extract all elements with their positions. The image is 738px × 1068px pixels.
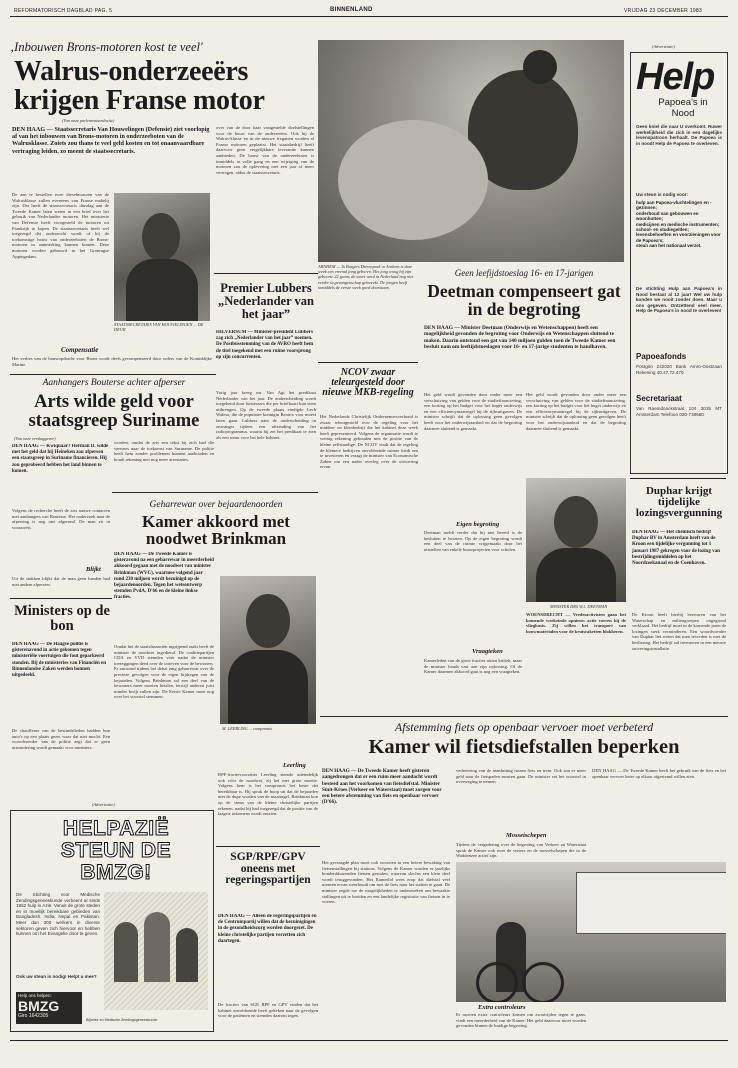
walrus-body: De aan te bestellen twee dieselmotoren van de Walrusklasse zullen eveneens van Franse makelij zijn. Dat heeft de staatssecretaris dinsdag aan de Tweede Kamer laten weten in een brief over het gebruik van Nederlandse motoren. Het ministerie van Defensie heeft voorgesteld de motoren uit Frankrijk te kopen. De staatssecretaris heeft wel toegezegd dat onderzocht wordt of bij de toekomstige bouw van onderzeeboten de Brons-motoren in aanmerking kunnen komen. Deze motoren worden gebouwd in het Groningse Appingedam. — [12, 192, 109, 259]
fietsen-body: Het gevraagde plan moet ook voorzien in een betere bewaking van fietsenstallingen bij stations. Volgens de Kamer worden er jaarlijks honderdduizenden fietsen gestolen, waarvan slechts een klein deel wordt teruggevonden. Het Kamerlid wees erop dat diefstal veel mensen ervan weerhoudt om met de fiets naar het station te gaan. De minister zegde toe de mogelijkheden te onderzoeken om bewaakte stallingen uit te breiden en een landelijke registratie van fietsen in te voeren. — [322, 860, 450, 905]
bmzg-logo-top: Help ons helpen: — [18, 993, 52, 998]
bouterse-byline: (Van onze verslaggever) — [14, 436, 56, 441]
bird-photo — [318, 40, 624, 262]
fietsen-lead: DEN HAAG — De Tweede Kamer heeft gisteren aangedrongen dat er een ruim meer aandacht wordt besteed aan het voorkomen van fietsdiefstal. Minister Smit-Kroes (Verkeer en Waterstaat) moet zorgen voor een betere afstemming van fiets en openbaar vervoer (D'66). — [322, 768, 442, 806]
walrus-lead: DEN HAAG — Staatssecretaris Van Houwelingen (Defensie) ziet voorlopig af van het inbouwen van Brons-motoren in onderzeeboten van de Walrusklasse. Zoiets zou thans te veel geld kosten en tot onaanvaardbare vertraging leiden, zo meent de staatssecretaris. — [12, 126, 210, 155]
help-list-item: hulp aan Papoea-vluchtelingen en -gezinnen; — [636, 200, 712, 211]
page-label: REFORMATORISCH DAGBLAD PAG. 5 — [14, 8, 113, 14]
help-list-item: onderhoud van gebouwen en woonhutten; — [636, 210, 699, 222]
deetman-subhead: Eigen begroting — [456, 521, 500, 528]
help-closing: De stichting Hulp aan Papoea's in Nood bestaat al 12 jaar! Wel uw hulp konden we nooit zonder doen. Maar u ons gegeven. Ontzettend veel meer. Help de Papoea's in nood te overleven! — [636, 286, 722, 314]
bird-caption: ARNHEM — In Burgers Dierenpark in Arnhem is deze week een vreemd jong geboren. Het jong woog bij zijn geboorte 22 gram; de soort werd in Nederland nog niet eerder in gevangenschap gekweekt. De jongen heeft inmiddels de eerste week goed doorstaan. — [318, 264, 414, 290]
walrus-column: over van de door haar vastgestelde doelstellingen voor de bouw van de onderzeeërs. Ook bij de Walrus-klasse en in de nieuwe fregatten worden al Franse motoren geplaatst. Het staatsbedrijf heeft daarvoor geen vergelijkbare leverantie kunnen aanbieden. De bouw van de onderzeeboten is inmiddels in volle gang en een wijziging van de motoren zou de oplevering met een jaar of meer vertragen, aldus de staatssecretaris. — [216, 125, 314, 175]
bouterse-body2: Uit de stukken blijkt dat de man geen banden had met andere afpersers. — [12, 576, 110, 587]
houwelingen-photo — [114, 193, 210, 321]
bmzg-footer: Bijbelse en Medische Zendingsgeneeskunde — [86, 1018, 158, 1022]
bouterse-kicker: Aanhangers Bouterse achter afperser — [42, 378, 186, 388]
bmzg-ad-label: (Advertentie) — [92, 802, 115, 807]
duphar-bottom: DEN HAAG — De Tweede Kamer heeft het gebruik van de fiets en het openbaar vervoer beter op elkaar afgestemd willen zien. — [592, 768, 726, 779]
bmzg-headline: HELPAZIË STEUN DE BMZG! — [60, 817, 172, 884]
deetman-body2: Deetman meldt verder dat hij niet bereid is de besluiten te herzien. Op de eigen begroting wordt een deel van de ruimte vrijgemaakt door het uitstellen van enkele bouwprojecten voor scholen. — [424, 530, 522, 552]
deetman-headline: Deetman compenseert gat in de begroting — [427, 281, 621, 319]
ncov-rule — [318, 362, 418, 363]
bmzg-logo-box — [16, 992, 82, 1024]
fietsen-body3: Er moeten extra controleurs komen om zwartrijden tegen te gaan, vindt een meerderheid van de Kamer. Het geld daarvoor moet worden gevonden binnen de huidige begroting. — [456, 1012, 586, 1029]
section-label: BINNENLAND — [330, 7, 373, 13]
deetman-body: Het geld wordt gevonden door onder meer een verschuiving van gelden voor de studiefinanciering, een korting op het budget voor het hoger onderwijs en een efficiencymaatregel bij de rijksuitgaven. De minister schrijft dat de oplossing geen gevolgen heeft voor het onderwijsaanbod en dat de begroting daarmee sluitend is gemaakt. — [424, 392, 522, 431]
vraagteken-subhead: Vraagteken — [472, 648, 503, 655]
bmzg-giro: Giro 1642305 — [18, 1013, 49, 1019]
bmzg-logo: BMZG — [18, 998, 60, 1014]
ministers-lead: DEN HAAG — De Haagse politie is gisterenavond in actie gekomen tegen ministeriële voertuigen die fout geparkeerd stonden. Bij de ministeries van Financiën en Binnenlandse Zaken werden bonnen uitgedeeld. — [12, 642, 107, 679]
fietsen-column: verbetering van de aansluiting tussen fiets en trein. Ook zou er meer geld naar de fietspaden moeten gaan. De minister zei het voorstel in overweging te nemen. — [456, 768, 586, 785]
bmzg-body: De Stichting voor Medische Zendingsgeneeskunde verbeent al sinds 1952 hulp in Azië. Vanuit de grote steden en in moeilijk bereikbare gebieden van Bangladesh, India, Nepal en Pakistan. Meer dan 300 werkers in diverse sektoren geven zich hiervoor en hebben kunnen om het Evangelie door te geven. — [16, 892, 100, 937]
help-body: Geen kniel die naar U overkomt. Ruwer werkelijkheid die zich in een dagelijks levenspatroon herhaalt. De Papoea is in nood! Help de Papoea te overleven. — [636, 124, 722, 146]
help-section1-body: Postgiro 242020 Bank Amro-Oostzaan Rekening 40.47.72.470 — [636, 364, 722, 375]
help-list — [636, 200, 722, 249]
help-ad-label: (Advertentie) — [652, 44, 675, 49]
walrus-byline: (Van onze parlementsredactie) — [62, 118, 115, 123]
brinkman-lead: DEN HAAG — De Tweede Kamer is gisteravond na een geharrewar in meerderheid akkoord gegaan met de noodwet van minister Brinkman (WVC), waarmee volgend jaar rond 230 miljoen wordt bezuinigd op de bejaardenoorden. Tegen het wetsontwerp stemden PvdA, D'66 en de kleine linkse fracties. — [114, 552, 214, 601]
ministers-headline: Ministers op de bon — [14, 603, 110, 634]
help-section1-title: Papoeafonds — [636, 352, 687, 361]
leerling-body: RPF-fractievoorzitter Leerling stemde uiteindelijk ook vóór de noodwet, zij het met grote moeite. Volgens hem is het compromis het beste dat bereikbaar is. Hij sprak de hoop uit dat de bejaarden niet de dupe worden van de maatregel. Brinkman kon op de steun van de kleine christelijke partijen rekenen, nadat hij had toegezegd dat de positie van de laagste inkomens wordt ontzien. — [218, 772, 318, 817]
duphar-rule — [630, 478, 726, 479]
sgp-rule — [216, 846, 320, 847]
extra-controleurs-subhead: Extra controleurs — [478, 1004, 526, 1011]
brinkman-body: Omdat het de staatsfinanciën ingrijpend raakt heeft de minister de noodwet ingediend. De coalitiepartijen CDA en VVD stemden vóór nadat de minister toezeggingen deed over de tarieven voor de bewoners. Er ontstond tijdens het debat enig geharrewar over de precieze gevolgen voor de eigen bijdragen van de bejaarden. Volgens Brinkman zal een deel van de bewoners meer moeten betalen, terwijl anderen juist minder kwijt zullen zijn. De Eerste Kamer moet nog over het voorstel stemmen. — [114, 644, 214, 700]
sgp-body: De fracties van SGP, RPF en GPV vinden dat het kabinet onvoldoende heeft gekeken naar de gevolgen voor de patiënten en stemden daarom tegen. — [218, 1002, 318, 1019]
leerling-caption: M. LEERLING ... compromis — [222, 726, 273, 731]
help-section2-body: Van Raemdonckstraat 104 3015 MT Amsterdam Telefoon 020-738680 — [636, 406, 722, 417]
bouterse-body: Volgens de recherche heeft de arts nauwe contacten met aanhangers van Bouterse. Het onderzoek naar de afpersing is nog niet afgerond. De man zit in voorarrest. — [12, 508, 110, 530]
ministers-rule — [10, 598, 112, 599]
brinkman-headline: Kamer akkoord met noodwet Brinkman — [142, 512, 290, 549]
walrus-subhead: Compensatie — [61, 346, 99, 354]
help-list-intro: Uw steun is nodig voor: — [636, 192, 689, 197]
fietsen-kicker: Afstemming fiets op openbaar vervoer moet verbeterd — [394, 720, 654, 734]
bouterse-column: worden, omdat de arts een tekst bij zich had die verwees naar de toekomst van Suriname. De politie heeft hem zonder problemen kunnen aanhouden en houdt rekening met nog meer arrestaties. — [114, 440, 214, 462]
deetman-caption: MINISTER DRS W.J. DEETMAN — [550, 604, 608, 609]
fietsen-body2: Tijdens de vergadering over de begroting van Verkeer en Waterstaat sprak de Kamer ook over de vissers en de mosselschepen die in de Waddenzee actief zijn. — [456, 842, 586, 859]
brinkman-rule — [112, 492, 318, 493]
help-logo: Help — [636, 56, 715, 98]
help-subtitle: Papoea's in Nood — [658, 97, 708, 119]
bmzg-illustration — [104, 892, 208, 1010]
leerling-subhead: Leerling — [283, 762, 306, 769]
deetman-lead: DEN HAAG — Minister Deetman (Onderwijs en Wetenschappen) heeft een mogelijkheid gevonden de begroting voor Onderwijs en Wetenschappen sluitend te maken. Daarin ontstond een gat van 140 miljoen gulden toen de Tweede Kamer een besluit nam om leeftijdstoeslagen voor 16- en 17-jarige studenten te handhaven. — [424, 325, 616, 350]
bouterse-lead: DEN HAAG — Kwiquaar? Herman D. wilde met het geld dat hij Heineken zou afpersen een staatsgreep in Suriname financieren. Hij zou geprobeerd hebben het land binnen te komen. — [12, 444, 109, 474]
ncov-body: Het Nederlands Christelijk Ondernemersverbond is zwaar teleurgesteld over de regeling voor het midden- en kleinbedrijf die het kabinet deze week heeft gepresenteerd. Volgens de organisatie wordt te weinig rekening gehouden met de positie van de kleine zelfstandige. De NCOV vindt dat de regeling de kleinere bedrijven onvoldoende ruimte biedt om te investeren en vraagt de minister van Economische Zaken om een nader overleg over de uitvoering ervan. — [320, 414, 418, 470]
footer-rule — [10, 1040, 728, 1041]
help-list-item: steun aan het nationaal verzet. — [636, 243, 702, 249]
help-list-item: levensbehoeften en voorzieningen voor de Papoea's; — [636, 232, 721, 243]
bicycle-photo — [456, 862, 726, 1002]
bmzg-closing: Ook uw steun is nodig! Helpt u mee? — [16, 974, 97, 979]
walrus-headline: Walrus-onderzeeërs krijgen Franse motor — [14, 56, 265, 116]
deetman-body3: Kamerleden van de grote fracties uitten kritiek, maar de minister houdt vast aan zijn oplossing. Of de Kamer daarmee akkoord gaat is nog een vraagteken. — [424, 658, 522, 675]
date-label: VRIJDAG 23 DECEMBER 1983 — [624, 8, 703, 14]
lubbers-lead: HILVERSUM — Minister-president Lubbers zag zich „Nederlander van het jaar” noemen. De Postbusstemming van de AVRO heeft hem de titel toegekend met een ruime voorsprong op zijn concurrenten. — [216, 330, 314, 360]
header-rule — [10, 16, 728, 17]
fietsen-rule — [320, 716, 728, 717]
walrus-rule — [10, 374, 216, 375]
help-list-item: medicijnen en medische instrumenten; — [636, 221, 720, 227]
mosseischepen-subhead: Mosseischepen — [506, 832, 547, 839]
deetman-photo — [526, 478, 626, 602]
houwelingen-caption: STAATSSECRETARIS VAN HOUWELINGEN ... DE DEUR — [114, 322, 204, 333]
leerling-photo — [220, 576, 316, 724]
fietsen-headline: Kamer wil fietsdiefstallen beperken — [368, 736, 680, 758]
deetman-kicker: Geen leefijdstoeslag 16- en 17-jarigen — [454, 268, 594, 278]
ministers-body: De chauffeurs van de bewindslieden hadden hun auto's op een plaats gezet waar dat niet mocht. Een woordvoerder van de politie zegt dat er geen uitzondering wordt gemaakt voor ministers. — [12, 728, 110, 750]
help-list-item: school- en studiegelden; — [636, 227, 690, 233]
lubbers-body: Vorig jaar kreeg mr. Van Agt het predikaat Nederlander van het jaar. De onderscheiding wordt toegekend door luisteraars die per briefkaart hun stem uitbrengen. Op de tweede plaats eindigde Lech Walesa, die de populaire koningin Beatrix voor moest laten gaan. Lubbers nam de onderscheiding in ontvangst tijdens een uitzending van het radioprogramma, waarin hij zei het predikaat te zien als een steun voor het hele kabinet. — [216, 390, 316, 440]
duphar-headline: Duphar krijgt tijdelijke lozingsvergunning — [635, 485, 723, 520]
brinkman-kicker: Geharrewar over bejaardenoorden — [149, 500, 283, 510]
lubbers-rule — [214, 273, 318, 274]
bouterse-subhead: Blijkt — [86, 566, 101, 573]
sgp-lead: DEN HAAG — Alleen de regeringspartijen en de Centrumpartij willen dat de bezuinigingen in de gezondheidszorg worden doorgezet. De kleine christelijke partijen verzetten zich daartegen. — [218, 914, 317, 944]
walrus-kicker: ‚Inbouwen Brons-motoren kost te veel' — [10, 40, 203, 54]
walrus-body2: Het verlies van de bouwopdracht voor Brons wordt deels gecompenseerd door orders van de Koninklijke Marine. — [12, 356, 212, 367]
ncov-headline: NCOV zwaar teleurgesteld door nieuwe MKB-regeling — [322, 367, 414, 399]
sgp-headline: SGP/RPF/GPV oneens met regeringspartijen — [225, 851, 311, 887]
duphar-lead: DEN HAAG — Het chemisch bedrijf Duphar BV in Amsterdam heeft van de Kroon een tijdelijke vergunning tot 1 januari 1987 gekregen voor de lozing van bestrijdingsmiddelen op het Noordzeekanaal en de Coenhaven. — [632, 530, 720, 567]
deetman-column: Het geld wordt gevonden door onder meer een verschuiving van gelden voor de studiefinanciering, een korting op het budget voor het hoger onderwijs en een efficiencymaatregel bij de rijksuitgaven. De minister schrijft dat de oplossing geen gevolgen heeft voor het onderwijsaanbod en dat de begroting daarmee sluitend is gemaakt. — [526, 392, 626, 431]
bouterse-headline: Arts wilde geld voor staatsgreep Suriname — [28, 392, 200, 431]
help-section2-title: Secretariaat — [636, 394, 682, 403]
lubbers-headline: Premier Lubbers „Nederlander van het jaar” — [218, 281, 314, 321]
woensdrecht-text: WOENSDRECHT — Vredesactivisten gaan het komende weekeinde opnieuw actie voeren bij de vliegbasis. Zij willen het transport van bouwmaterialen voor de kruisraketten blokkeren. — [526, 612, 626, 634]
duphar-body: De Kroon heeft hierbij bezwaren van het Waterschap en milieugroepen ongegrond verklaard. Het bedrijf moet in de komende jaren de lozingen sterk verminderen. Een woordvoerder van Duphar liet weten dat men tevreden is met de beslissing. Het bedrijf zal investeren in een nieuwe zuiveringsinstallatie. — [632, 612, 726, 651]
